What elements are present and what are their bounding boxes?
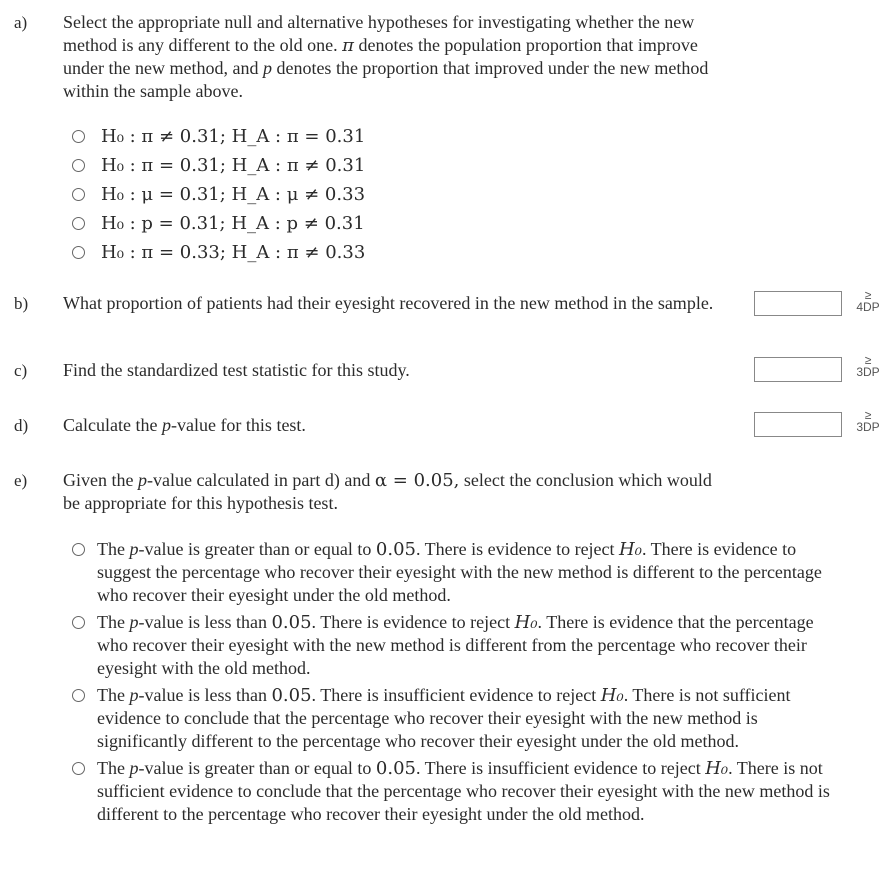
part-b-precision-hint xyxy=(853,289,883,313)
alpha-equation: α = 0.05, xyxy=(374,470,460,491)
pi-symbol: π xyxy=(342,35,354,56)
alpha-value: 0.05 xyxy=(375,758,416,779)
part-d-text-1: Calculate the xyxy=(63,415,162,435)
p-symbol: p xyxy=(262,58,272,78)
ge-symbol: ≥ xyxy=(864,288,872,302)
part-a-text-3: denotes the proportion that improved under the new method within the sample above. xyxy=(63,58,709,101)
p-symbol: p xyxy=(129,612,139,632)
part-b-question: What proportion of patients had their eyesight recovered in the new method in the sample. xyxy=(63,293,714,313)
hypothesis-option[interactable] xyxy=(72,122,365,151)
radio-button[interactable] xyxy=(72,616,85,629)
p-symbol: p xyxy=(161,415,171,435)
conclusion-option[interactable] xyxy=(72,684,832,753)
part-d-label: d) xyxy=(14,416,29,435)
conclusion-option-text xyxy=(97,684,832,753)
hypothesis-option-text: H₀ : π = 0.31; H_A : π ≠ 0.31 xyxy=(101,155,366,176)
alpha-value: 0.05 xyxy=(375,539,416,560)
option-text-part: The xyxy=(97,758,130,778)
part-e-text-2: -value calculated in part d) and xyxy=(146,470,375,490)
part-b-answer-input[interactable] xyxy=(754,291,842,316)
null-hypothesis-symbol: H₀ xyxy=(705,758,729,779)
part-e-label: e) xyxy=(14,471,28,490)
part-a-text-2: denotes the population proportion that improve under the new method, and xyxy=(63,35,698,78)
part-e-text-3: select the conclusion which would be appropriate for this hypothesis test. xyxy=(63,470,712,513)
option-text-part: . There is evidence to suggest the percentage who recover their eyesight with the new method is different to the percentage who recover their eyesight under the old method. xyxy=(97,539,822,605)
hypothesis-option-text: H₀ : π ≠ 0.31; H_A : π = 0.31 xyxy=(101,126,366,147)
dp-label: 4DP xyxy=(856,300,880,314)
ge-symbol: ≥ xyxy=(864,408,872,422)
radio-button[interactable] xyxy=(72,159,85,172)
p-symbol: p xyxy=(129,539,139,559)
radio-button[interactable] xyxy=(72,246,85,259)
radio-button[interactable] xyxy=(72,543,85,556)
conclusion-option[interactable] xyxy=(72,611,832,680)
part-d-precision-hint xyxy=(853,409,883,433)
ge-symbol: ≥ xyxy=(864,353,872,367)
part-d-answer-input[interactable] xyxy=(754,412,842,437)
option-text-part: The xyxy=(97,539,130,559)
dp-label: 3DP xyxy=(856,420,880,434)
hypothesis-option[interactable] xyxy=(72,238,365,267)
radio-button[interactable] xyxy=(72,689,85,702)
null-hypothesis-symbol: H₀ xyxy=(514,612,538,633)
option-text-part: -value is greater than or equal to xyxy=(138,539,376,559)
hypothesis-option[interactable] xyxy=(72,209,365,238)
hypothesis-option-text: H₀ : p = 0.31; H_A : p ≠ 0.31 xyxy=(101,213,365,234)
option-text-part: -value is less than xyxy=(138,612,272,632)
option-text-part: . There is insufficient evidence to reject xyxy=(311,685,601,705)
alpha-value: 0.05 xyxy=(271,685,312,706)
option-text-part: -value is greater than or equal to xyxy=(138,758,376,778)
p-symbol: p xyxy=(137,470,147,490)
radio-button[interactable] xyxy=(72,188,85,201)
part-c-answer-input[interactable] xyxy=(754,357,842,382)
part-d-question xyxy=(63,414,743,437)
part-e-text-1: Given the xyxy=(63,470,138,490)
option-text-part: . There is evidence that the percentage who recover their eyesight with the new method is different from the percentage who recover their eyesight with the old method. xyxy=(97,612,814,678)
radio-button[interactable] xyxy=(72,130,85,143)
part-d-text-2: -value for this test. xyxy=(170,415,306,435)
option-text-part: . There is evidence to reject xyxy=(415,539,620,559)
p-symbol: p xyxy=(129,758,139,778)
part-a-label: a) xyxy=(14,13,28,32)
conclusion-option[interactable] xyxy=(72,538,832,607)
option-text-part: The xyxy=(97,685,130,705)
conclusion-option-text xyxy=(97,538,832,607)
option-text-part: . There is insufficient evidence to reject xyxy=(415,758,706,778)
part-a-question xyxy=(63,11,743,103)
null-hypothesis-symbol: H₀ xyxy=(619,539,642,560)
part-c-question: Find the standardized test statistic for this study. xyxy=(63,360,410,380)
part-a-text-1: Select the appropriate null and alternative hypotheses for investigating whether the new method is any different to the old one. xyxy=(63,12,695,55)
conclusion-option[interactable] xyxy=(72,757,832,826)
part-c-label: c) xyxy=(14,361,28,380)
hypothesis-option-text: H₀ : π = 0.33; H_A : π ≠ 0.33 xyxy=(101,242,366,263)
hypothesis-option-text: H₀ : μ = 0.31; H_A : μ ≠ 0.33 xyxy=(101,184,366,205)
hypotheses-options xyxy=(72,122,365,267)
part-e-question xyxy=(63,469,733,515)
radio-button[interactable] xyxy=(72,762,85,775)
option-text-part: -value is less than xyxy=(138,685,272,705)
part-c-precision-hint xyxy=(853,354,883,378)
hypothesis-option[interactable] xyxy=(72,151,365,180)
dp-label: 3DP xyxy=(856,365,880,379)
option-text-part: . There is evidence to reject xyxy=(311,612,515,632)
conclusion-option-text xyxy=(97,757,832,826)
null-hypothesis-symbol: H₀ xyxy=(600,685,624,706)
hypothesis-option[interactable] xyxy=(72,180,365,209)
option-text-part: . There is not sufficient evidence to conclude that the percentage who recover their eyesight with the new method is significantly different to the percentage who recover their eyesight under the old method. xyxy=(97,685,791,751)
p-symbol: p xyxy=(129,685,139,705)
option-text-part: The xyxy=(97,612,130,632)
radio-button[interactable] xyxy=(72,217,85,230)
alpha-value: 0.05 xyxy=(271,612,312,633)
conclusion-options xyxy=(72,538,832,826)
conclusion-option-text xyxy=(97,611,832,680)
part-b-label: b) xyxy=(14,294,29,313)
option-text-part: . There is not sufficient evidence to conclude that the percentage who recover their eyesight with the new method is different to the percentage who recover their eyesight under the old method. xyxy=(97,758,830,824)
